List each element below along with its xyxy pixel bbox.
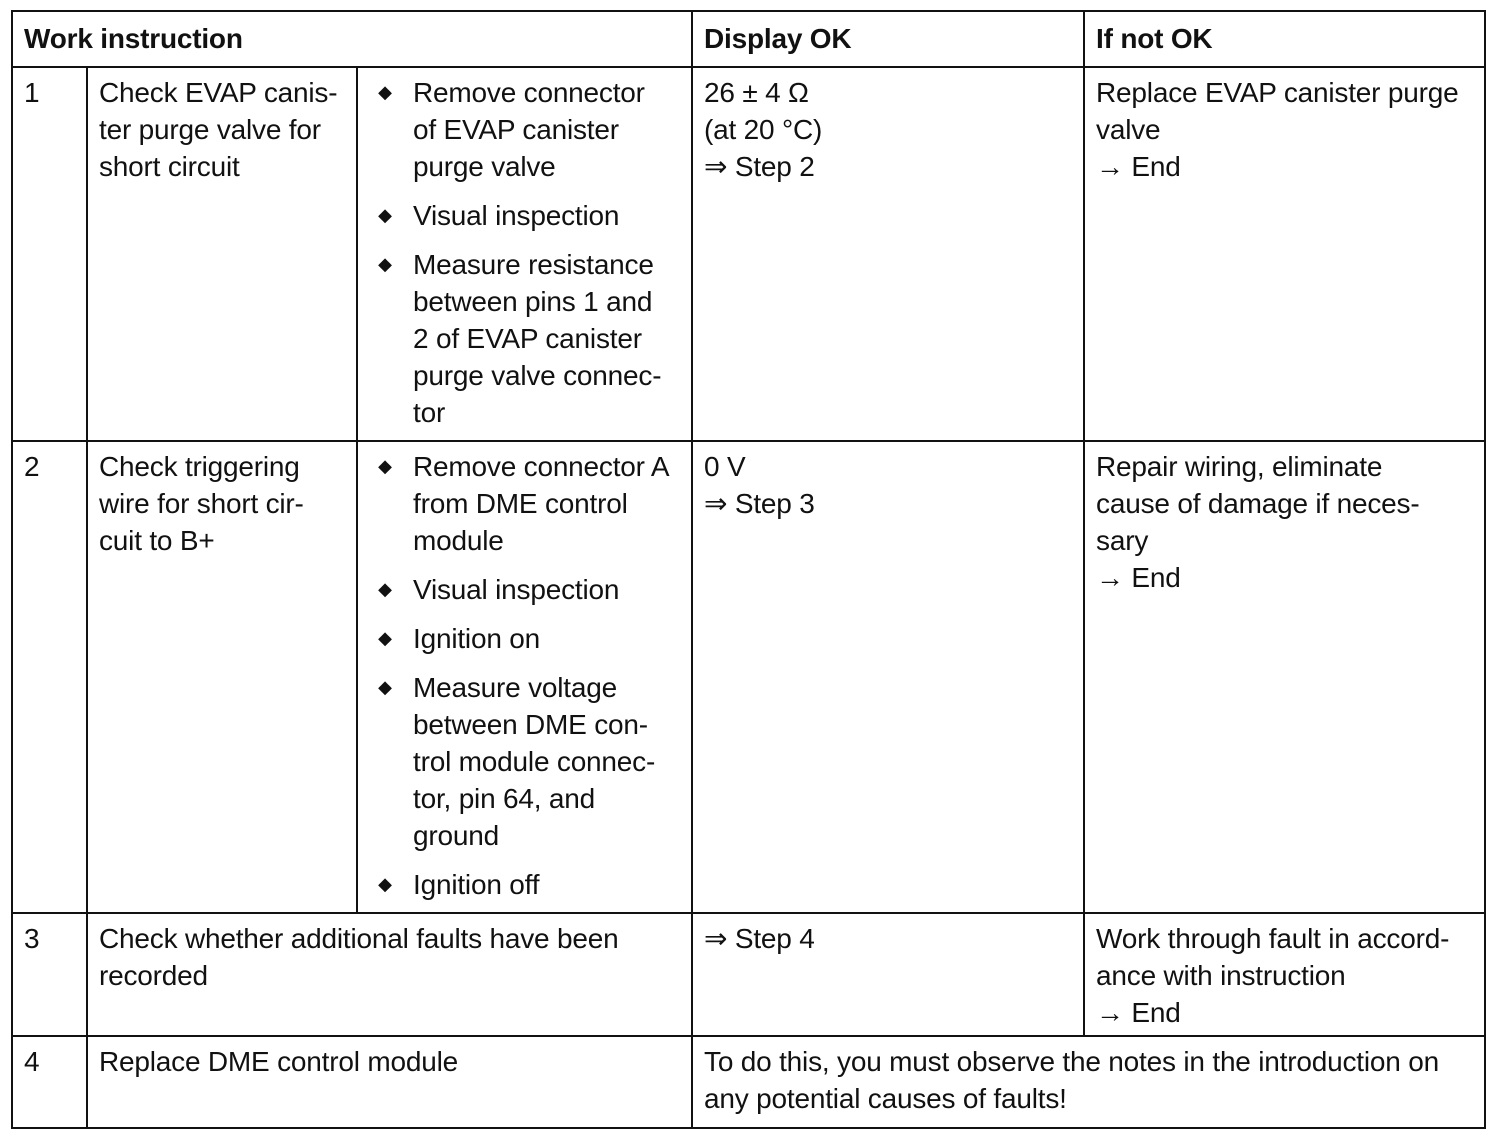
table-row bbox=[12, 913, 1485, 1036]
table-row bbox=[12, 67, 1485, 441]
diamond-bullet-icon: ◆ bbox=[378, 205, 392, 225]
list-item bbox=[369, 448, 680, 559]
action-text: Measure resistance between pins 1 and 2 of EVAP canister purge valve connec- tor bbox=[413, 249, 662, 428]
action-text: Remove connector A from DME control module bbox=[413, 451, 670, 556]
action-text: Ignition on bbox=[413, 623, 541, 654]
diamond-bullet-icon: ◆ bbox=[378, 456, 392, 476]
note-text: To do this, you must observe the notes in the introduction on any potential causes of faults! bbox=[692, 1036, 1485, 1128]
list-item bbox=[369, 246, 680, 431]
action-list bbox=[369, 74, 680, 431]
diamond-bullet-icon: ◆ bbox=[378, 874, 392, 894]
step-number: 4 bbox=[12, 1036, 87, 1128]
diamond-bullet-icon: ◆ bbox=[378, 254, 392, 274]
table-row bbox=[12, 1036, 1485, 1128]
display-ok-value: 0 V ⇒ Step 3 bbox=[692, 441, 1084, 913]
action-text: Remove connector of EVAP canister purge valve bbox=[413, 77, 645, 182]
step-number: 3 bbox=[12, 913, 87, 1036]
action-list bbox=[369, 448, 680, 903]
step-number: 2 bbox=[12, 441, 87, 913]
action-list-cell bbox=[357, 441, 692, 913]
list-item bbox=[369, 74, 680, 185]
task-description: Check EVAP canis- ter purge valve for short circuit bbox=[87, 67, 357, 441]
header-row bbox=[12, 11, 1485, 67]
diamond-bullet-icon: ◆ bbox=[378, 628, 392, 648]
list-item bbox=[369, 571, 680, 608]
action-text: Visual inspection bbox=[413, 200, 620, 231]
if-not-ok-value: Repair wiring, eliminate cause of damage if neces- sary → End bbox=[1084, 441, 1485, 913]
task-description: Check triggering wire for short cir- cuit to B+ bbox=[87, 441, 357, 913]
task-description: Replace DME control module bbox=[87, 1036, 692, 1128]
action-text: Measure voltage between DME con- trol module connec- tor, pin 64, and ground bbox=[413, 672, 656, 851]
action-text: Ignition off bbox=[413, 869, 540, 900]
display-ok-value: ⇒ Step 4 bbox=[692, 913, 1084, 1036]
if-not-ok-value: Replace EVAP canister purge valve → End bbox=[1084, 67, 1485, 441]
action-list-cell bbox=[357, 67, 692, 441]
step-number: 1 bbox=[12, 67, 87, 441]
list-item bbox=[369, 866, 680, 903]
action-text: Visual inspection bbox=[413, 574, 620, 605]
header-display-ok: Display OK bbox=[692, 11, 1084, 67]
header-work-instruction: Work instruction bbox=[12, 11, 692, 67]
work-instruction-table bbox=[11, 10, 1486, 1129]
diamond-bullet-icon: ◆ bbox=[378, 677, 392, 697]
diamond-bullet-icon: ◆ bbox=[378, 82, 392, 102]
if-not-ok-value: Work through fault in accord- ance with instruction → End bbox=[1084, 913, 1485, 1036]
list-item bbox=[369, 669, 680, 854]
table-row bbox=[12, 441, 1485, 913]
list-item bbox=[369, 620, 680, 657]
header-if-not-ok: If not OK bbox=[1084, 11, 1485, 67]
list-item bbox=[369, 197, 680, 234]
task-description: Check whether additional faults have been recorded bbox=[87, 913, 692, 1036]
diamond-bullet-icon: ◆ bbox=[378, 579, 392, 599]
display-ok-value: 26 ± 4 Ω (at 20 °C) ⇒ Step 2 bbox=[692, 67, 1084, 441]
